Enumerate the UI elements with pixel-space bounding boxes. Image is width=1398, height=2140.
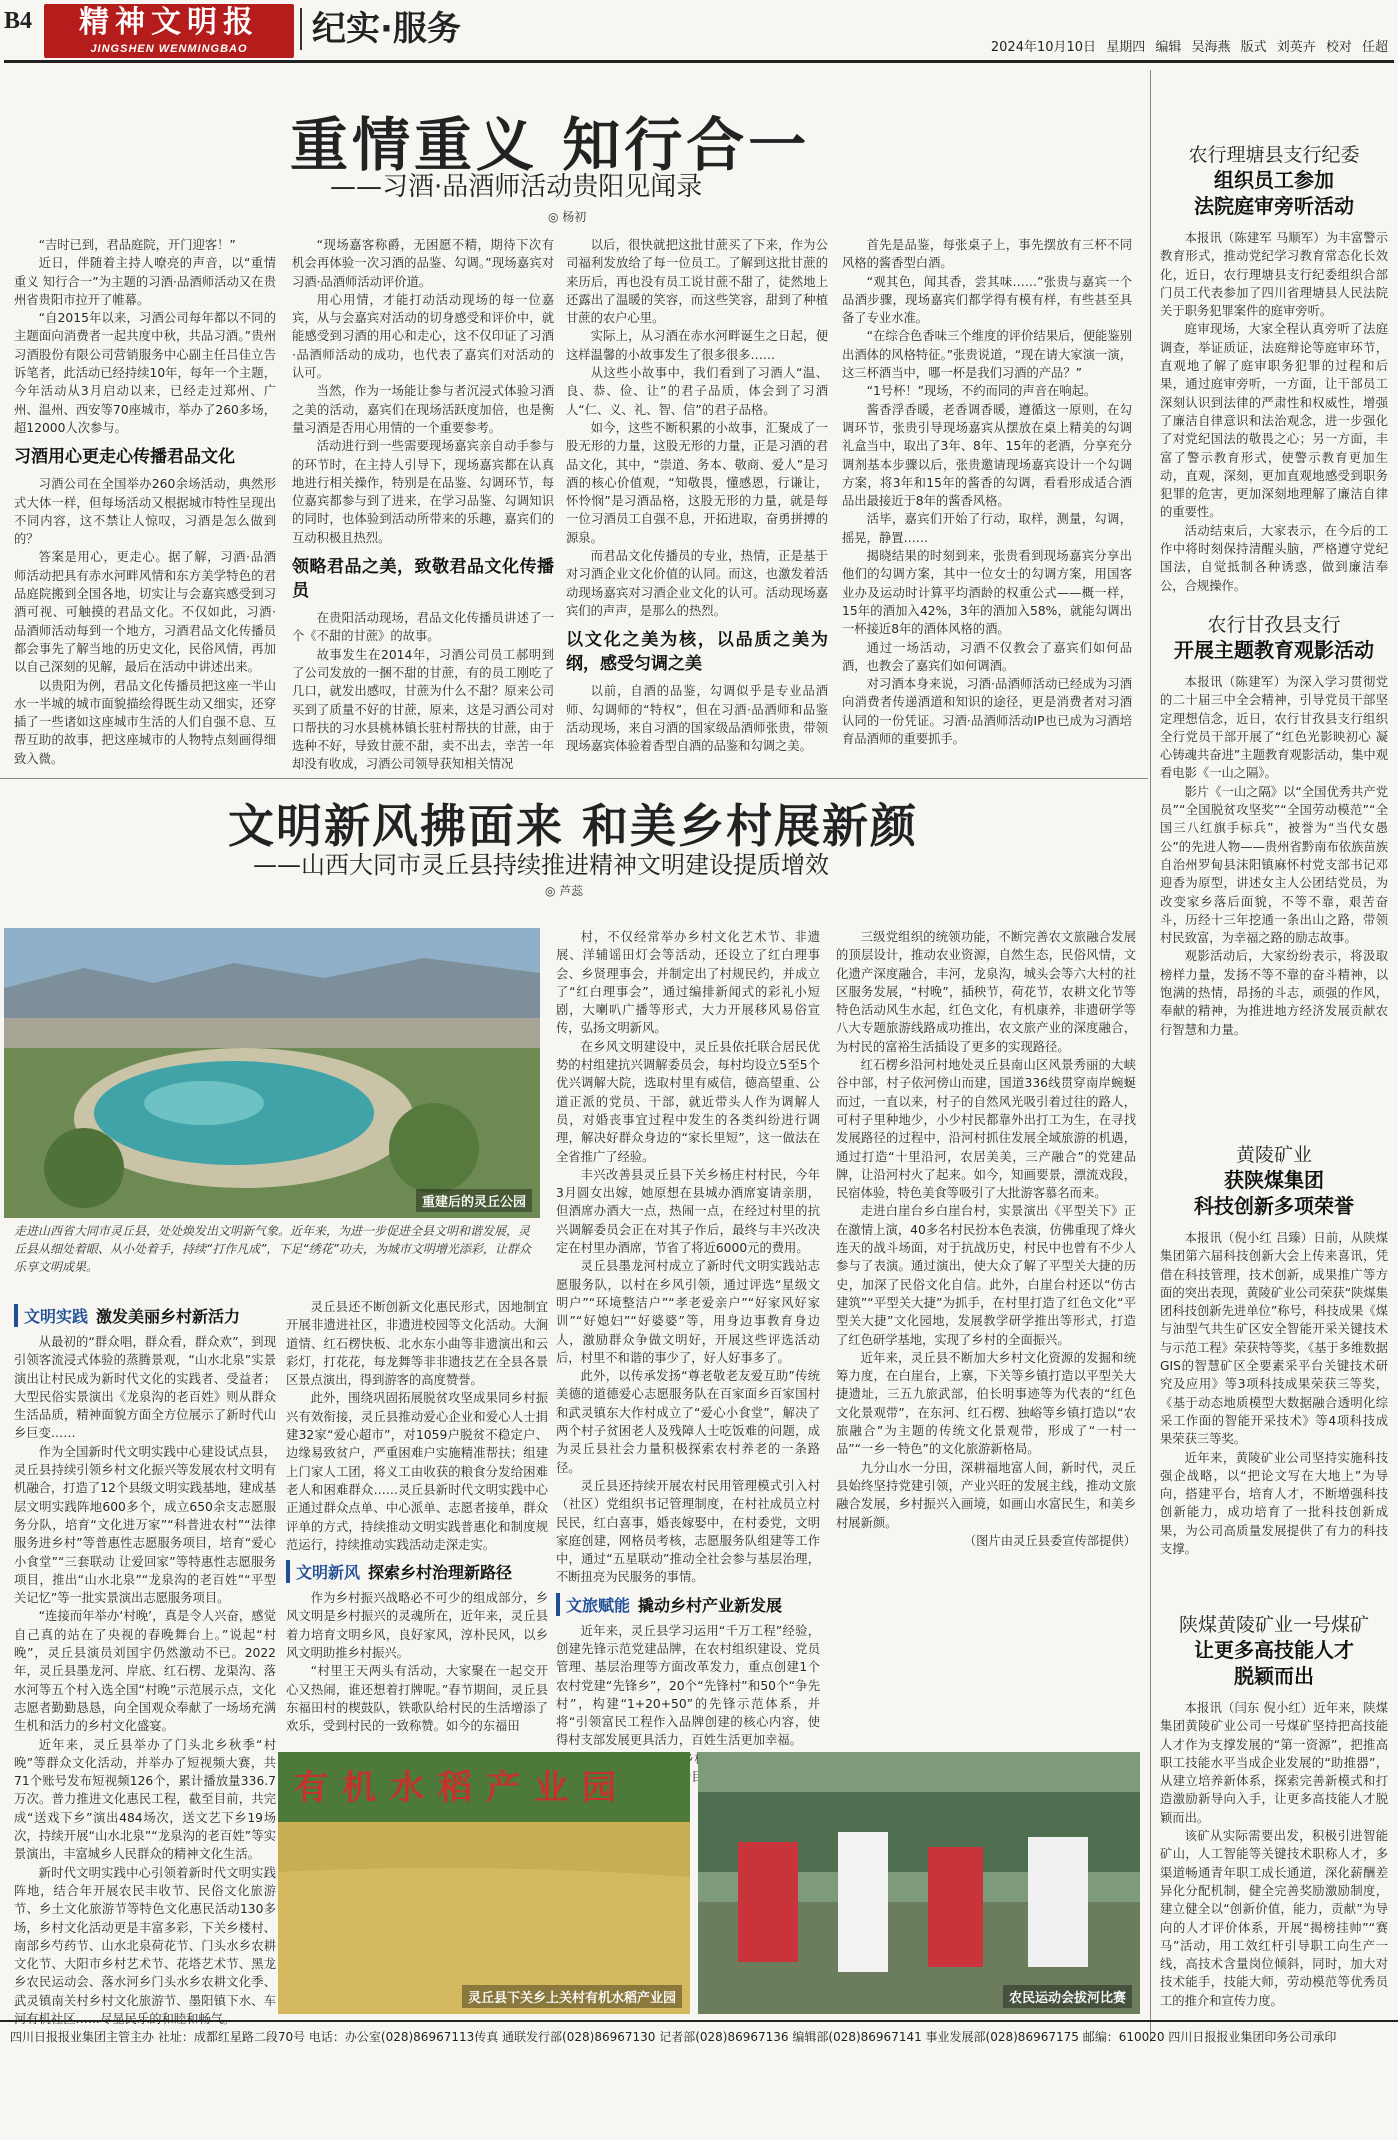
rice-field-photo [278, 1752, 690, 2014]
story2-byline: ◎ 芦蕊 [545, 884, 584, 898]
paragraph: 近日，伴随着主持人嘹亮的声音，以“重情重义 知行合一”为主题的习酒·品酒师活动又在贵州省贵阳市拉开了帷幕。 [14, 256, 276, 307]
paragraph: 习酒公司在全国举办260余场活动，典然形式大体一样，但每场活动又根据城市特性呈现出不同内容，这不禁让人惊叹，习酒是怎么做到的？ [14, 477, 276, 547]
paragraph: “1号杯！”现场，不约而同的声音在响起。 [866, 384, 1097, 399]
paragraph: 当然，作为一场能让参与者沉浸式体验习酒之美的活动，嘉宾们在现场活跃度加倍，也是衡量习酒是否用心用情的一个重要参考。 [292, 384, 554, 435]
story2-column-4 [836, 928, 1136, 1718]
paragraph: 在乡风文明建设中，灵丘县依托联合居民优势的村组建抗兴调解委员会，每村均设立5至5个优兴调解大院，选取村里有威信，德高望重、公道正派的党员、干部，就近带头人作为调解人员，对婚丧事宜过程中发生的各类纠纷进行调理，解决好群众身边的“家长里短”，这一做法在全省推广了经验。 [556, 1039, 820, 1164]
paragraph: 近年来，灵丘县不断加大乡村文化资源的发掘和统筹力度，在白崖台，上寨，下关等乡镇打造以平型关大捷遗址，三五九旅武部，伯长明事迹等为代表的“红色文化景观带”，在东河、红石楞、独峪等乡镇打造以“农旅融合”为主题的传统文化景观带，形成了“一村一品”“一乡一特色”的文化旅游新格局。 [836, 1350, 1136, 1457]
story1-column-2 [292, 236, 554, 772]
paragraph: 用心用情，才能打动活动现场的每一位嘉宾，从与会嘉宾对活动的切身感受和评价中，就能感受到习酒的用心和走心，这不仅印证了习酒·品酒师活动的成功，也代表了嘉宾们对活动的认可。 [292, 292, 554, 381]
paragraph: 村，不仅经常举办乡村文化艺术节、非遗展、洋辅谣田灯会等活动，还设立了红白理事会、乡贤理事会，并制定出了村规民约，并成立了“红白理事会”，通过编排新闻式的彩礼小短剧，大喇叭广播等形式，大力开展移风易俗宣传，弘扬文明新风。 [556, 930, 820, 1036]
story2-heading-c [556, 1593, 820, 1616]
paragraph: 庭审现场，大家全程认真旁听了法庭调查，举证质证，法庭辩论等庭审环节，直观地了解了庭审职务犯罪的过程和后果，通过庭审旁听，一方面，让干部员工深刻认识到法律的严肃性和权威性，增强了廉洁自律意识和法治观念，进一步强化了对党纪国法的敬畏之心；另一方面，丰富了警示教育形式，使警示教育更加生动，直观，深刻，更加直观地感受到职务犯罪的危害，更加深刻地理解了廉洁自律的重要性。 [1160, 322, 1388, 520]
paragraph: 该矿从实际需要出发，积极引进智能矿山，人工智能等关键技术职称人才，多渠道畅通青年职工成长通道，深化薪酬差异化分配机制，健全完善奖励激励制度，建立健全以“创新价值，能力，贡献”为导向的人才评价体系，开展“揭榜挂帅”“赛马”活动，用工效红杆引导职工向生产一线，高技术含量岗位倾斜，同时，加大对技术能手，技能大师，劳动模范等优秀员工的推介和宣传力度。 [1160, 1829, 1388, 2008]
sidebar-headline: 法院庭审旁听活动 [1194, 194, 1354, 218]
paragraph: 通过一场活动，习酒不仅教会了嘉宾们如何品酒，也教会了嘉宾们如何调酒。 [842, 640, 1132, 673]
paragraph: 灵丘县墨龙河村成立了新时代文明实践站志愿服务队，以村在乡风引领，通过评选“星级文明户”“环境整洁户”“孝老爱亲户”“好家风好家训”“好媳妇”“好婆婆”等，用身边事教育身边人，激励群众争做文明好，开展这些评选活动后，村里不和谐的事少了，好人好事多了。 [556, 1259, 820, 1365]
story-separator [0, 778, 1148, 779]
tug-of-war-photo [698, 1752, 1140, 2014]
paragraph: 作为乡村振兴战略必不可少的组成部分，乡风文明是乡村振兴的灵魂所在，近年来，灵丘县着力培育文明乡风，良好家风，淳朴民风，以乡风文明助推乡村振兴。 [286, 1591, 548, 1661]
paragraph: 作为全国新时代文明实践中心建设试点县，灵丘县持续引领乡村文化振兴等发展农村文明有机融合，打造了12个县级文明实践基地，建成基层文明实践阵地600多个，成立650余支志愿服务分队，培育“文化进万家”“科普进农村”“法律服务进乡村”等普惠性志愿服务项目，培育“爱心小食堂”“三套联动 让爱回家”等特惠性志愿服务项目，推出“山水北泉”“龙泉沟的老百姓”“平型关记忆”等一批实景演出志愿服务项目。 [14, 1444, 276, 1606]
logo-chinese: 精神文明报 [79, 5, 259, 40]
paragraph: 本报讯（陈建军）为深入学习贯彻党的二十届三中全会精神，引导党员干部坚定理想信念，近日，农行甘孜县支行组织全行党员干部开展了“红色光影映初心 凝心铸魂共奋进”主题教育观影活动，集中观看电影《一山之隔》。 [1160, 675, 1388, 781]
sidebar-headline: 组织员工参加 [1214, 168, 1334, 192]
story1-subheadline: ——习酒·品酒师活动贵阳见闻录 [330, 172, 703, 202]
paragraph: 丰兴改善县灵丘县下关乡杨庄村村民，今年3月圆女出嫁，她原想在县城办酒席宴请亲朋，但酒席办酒大一点，热闹一点，在经过村里的抗兴调解委员会正在对其子作后，最终与丰兴改决定在村里办酒席，节省了将近6000元的费用。 [556, 1167, 820, 1256]
paragraph: 答案是用心，更走心。据了解，习酒·品酒师活动把具有赤水河畔风情和东方美学特色的君品庭院搬到全国各地，切实让与会嘉宾感受到习酒可视、可触摸的君品文化。不仅如此，习酒·品酒师活动每到一个地方，习酒君品文化传播员都会事先了解当地的历史文化，民俗风情，再加以自己深刻的见解，最后在活动中讲述出来。 [14, 550, 276, 675]
paragraph: 实际上，从习酒在赤水河畔诞生之日起，便这样温馨的小故事发生了很多很多…… [566, 329, 828, 362]
paragraph: 故事发生在2014年，习酒公司员工郝明到了公司发放的一捆不甜的甘蔗，有的员工刚吃了几口，就发出感叹，甘蔗为什么不甜？原来公司买到了质量不好的甘蔗，原来，这是习酒公司对口帮扶的习水县桃林镇长驻村帮扶的甘蔗，由于选种不好，导致甘蔗不甜，卖不出去，幸苦一年却没有收成，习酒公司领导获知相关情况 [292, 647, 554, 772]
paragraph: 九分山水一分田，深耕福地富人间，新时代，灵丘县始终坚持党建引领，产业兴旺的发展主线，推动文旅融合发展，乡村振兴入画境，如画山水富民生，和美乡村展新颜。 [836, 1460, 1136, 1530]
paragraph: 近年来，灵丘县举办了门头北乡秋季“村晚”等群众文化活动，并举办了短视频大赛，共71个账号发布短视频126个，累计播放量336.7万次。普力推进文化惠民工程，截至目前，共完成“送戏下乡”演出484场次，送文艺下乡19场次，持续开展“山水北泉”“龙泉沟的老百姓”等实景演出，丰富城乡人民群众的精神文化生活。 [14, 1737, 276, 1862]
photo-credit: （图片由灵丘县委宣传部提供） [963, 1533, 1136, 1548]
sidebar-kicker: 农行甘孜县支行 [1207, 614, 1341, 636]
paragraph: 本报讯（陈建军 马顺军）为丰富警示教育形式，推动党纪学习教育常态化长效化，近日，农行理塘县支行纪委组织合部门员工代表参加了四川省理塘县人民法院关于职务犯罪案件的庭审旁听。 [1160, 231, 1388, 319]
sidebar-article [1160, 610, 1388, 1140]
paragraph: 近年来，灵丘县学习运用“千万工程”经验，创建先锋示范党建品牌，在农村组织建设、党员管理、基层治理等方面改革发力，重点创建1个农村党建“先锋乡”，20个“先锋村”和50个“争先村”，构建“1+20+50”的先锋示范体系，并将“引领富民工程作入品牌创建的核心内容，使得村支部发展更具活力，百姓生活更加幸福。 [556, 1623, 820, 1748]
paragraph: 此外，以传承发扬“尊老敬老友爱互助”传统美德的道德爱心志愿服务队在百家面乡百家国村和武灵镇东大作村成立了“爱心小食堂”，解决了两个村子贫困老人及残障人士吃饭难的问题，成为灵丘县社会力量积极探索农村养老的一条路径。 [556, 1369, 820, 1475]
heading-c-tag: 文旅赋能 [566, 1595, 631, 1615]
story1-heading-a: 习酒用心更走心传播君品文化 [14, 447, 235, 468]
story2-column-1 [14, 1298, 276, 2026]
photo3-caption: 农民运动会拔河比赛 [1003, 1985, 1132, 2008]
newspaper-logo [44, 4, 294, 58]
photo1-label: 重建后的灵丘公园 [416, 1189, 532, 1212]
sidebar-divider [1150, 70, 1151, 2042]
page-number: B4 [4, 8, 33, 34]
sidebar-headline: 获陕煤集团 [1224, 1168, 1324, 1192]
story2-column-3 [556, 928, 820, 1748]
tug-of-war-image [698, 1752, 1140, 2014]
paragraph: 首先是品鉴，每张桌子上，事先摆放有三杯不同风格的酱香型白酒。 [842, 238, 1132, 271]
story2-heading-b [286, 1560, 548, 1583]
heading-b-text: 探索乡村治理新路径 [368, 1563, 513, 1583]
sidebar-article [1160, 1610, 1388, 2140]
sidebar-news [1160, 140, 1388, 2010]
story1-byline: ◎ 杨初 [548, 210, 587, 224]
story1-heading-b: 领略君品之美，致敬君品文化传播员 [292, 557, 554, 602]
paragraph: 活毕，嘉宾们开始了行动，取样，测量，勾调，摇晃，静置…… [842, 512, 1132, 545]
paragraph: 红石楞乡沿河村地处灵丘县南山区风景秀丽的大峡谷中部，村子依河傍山而建，国道336线贯穿南岸蜿蜒而过，一直以来，村子的自然风光吸引着过往的路人，可村子里种地少，小少村民都靠外出打工为生，在寻找发展路径的过程中，沿河村抓住发展全域旅游的机遇，通过打造“十里沿河，农居美美，三产融合”的党建品牌，让沿河村火了起来。如今，知画要景，漂流戏段，民宿体验，特色美食等吸引了大批游客慕名而来。 [836, 1058, 1136, 1201]
paragraph: 活动进行到一些需要现场嘉宾亲自动手参与的环节时，在主持人引导下，现场嘉宾都在认真地进行相关操作，特别是在品鉴、勾调环节，每位嘉宾都参与到了进来，在学习品鉴、勾调知识的同时，也体验到活动所带来的乐趣，嘉宾们的互动积极且热烈。 [292, 439, 554, 545]
story1-headline: 重情重义 知行合一 [290, 111, 811, 179]
organic-rice-sign: 有机水稻产业园 [294, 1768, 630, 1808]
paragraph: “自2015年以来，习酒公司每年都以不同的主题面向消费者一起共度中秋，共品习酒。”贵州习酒股份有限公司营销服务中心副主任吕佳立告诉笔者，此活动已经持续10年，每年一个主题，今年活动从3月启动以来，已经走过郑州、广州、温州、西安等70座城市，举办了260多场，超12000人次参与。 [14, 311, 276, 435]
paragraph: 灵丘县还不断创新文化惠民形式，因地制宜开展非遗进社区，非遗进校园等文化活动。大涧道情、红石楞快板、北水东小曲等非遗演出和云彩灯，打花花，每龙舞等非非遗技艺在全县各景区景点演出，得到游客的高度赞誉。 [286, 1300, 548, 1388]
story1-heading-c: 以文化之美为核，以品质之美为纲，感受匀调之美 [566, 630, 828, 675]
paragraph: 如今，这些不断积累的小故事，汇聚成了一股无形的力量，这股无形的力量，正是习酒的君品文化，其中，“崇道、务本、敬商、爱人”是习酒的核心价值观，“知敬畏，懂感恩，行谦让，怀怜悯”是习酒品格，这股无形的力量，就是每一位习酒员工自强不息，开拓进取，奋勇拼搏的源泉。 [566, 420, 828, 545]
sidebar-headline: 科技创新多项荣誉 [1194, 1194, 1354, 1218]
paragraph: 近年来，黄陵矿业公司坚持实施科技强企战略，以“把论文写在大地上”为导向，搭建平台，培育人才，不断增强科技创新能力，成功培育了一批科技创新成果，为公司高质量发展提供了有力的科技支撑。 [1160, 1450, 1388, 1557]
sidebar-article [1160, 1140, 1388, 1580]
paragraph: 揭晓结果的时刻到来，张贵看到现场嘉宾分享出他们的勾调方案，其中一位女士的勾调方案，用国客业办及运动时计算平均酒龄的权重公式——概一样，15年的酒加入42%，3年的酒加入58%，就能勾调出一杯接近8年的酒体风格的酒。 [842, 549, 1132, 637]
paragraph: 以后，很快就把这批甘蔗买了下来，作为公司福利发放给了每一位员工。了解到这批甘蔗的来历后，再也没有员工说甘蔗不甜了，徒然地上还露出了温暖的笑容，而这些笑容，甜到了种植甘蔗的农户心里。 [566, 238, 828, 326]
sidebar-headline: 让更多高技能人才 [1194, 1638, 1354, 1662]
paragraph: “观其色，闻其香，尝其味……”张贵与嘉宾一个品酒步骤，现场嘉宾们都学得有模有样，有些甚至具备了专业水准。 [842, 274, 1132, 326]
story1-column-4 [842, 236, 1132, 772]
issue-meta: 2024年10月10日 星期四 编辑 吴海燕 版式 刘英卉 校对 任超 [990, 40, 1388, 55]
story2-heading-a [14, 1304, 276, 1327]
paragraph: 对习酒本身来说，习酒·品酒师活动已经成为习酒向消费者传递酒道和知识的途径，更是消费者对习酒认同的一份凭证。习酒·品酒师活动IP也已成为习酒培育品酒师的重要抓手。 [842, 677, 1132, 747]
paragraph: 新时代文明实践中心引领着新时代文明实践阵地，结合年开展农民丰收节、民俗文化旅游节、乡土文化旅游节等特色文化惠民活动130多场，乡村文化活动更是丰富多彩，下关乡楼村、南部乡芍药节、山水北泉荷花节、门头水乡农耕文化节、大阳市乡村艺术节、花塔艺术节、黑龙乡农民运动会、落水河乡门头水乡农耕文化季、武灵镇南关村乡村文化旅游节、墨阳镇下水、车河有机社区……尽显民乐的和睦和畅气。 [14, 1865, 276, 2026]
paragraph: 观影活动后，大家纷纷表示，将汲取榜样力量，发扬不等不靠的奋斗精神，以饱满的热情，昂扬的斗志，顽强的作风，奉献的精神，为推进地方经济发展贡献农行智慧和力量。 [1160, 949, 1388, 1037]
photo1-caption: 走进山西省大同市灵丘县，处处焕发出文明新气象。近年来，为进一步促进全县文明和谐发展，灵丘县从细处着眼、从小处着手，持续“打作凡成”，下足“绣花”功夫，为城市文明增光添彩，让群众乐享文明成果。 [14, 1224, 531, 1274]
paragraph: 以前，自酒的品鉴，勾调似乎是专业品酒师、勾调师的“特权”，但在习酒·品酒师和品鉴活动现场，来自习酒的国家级品酒师张贵，带领现场嘉宾体验着香型自酒的品鉴和勾调之美。 [566, 684, 828, 754]
story2-subheadline: ——山西大同市灵丘县持续推进精神文明建设提质增效 [253, 851, 829, 879]
story1-column-3 [566, 236, 828, 772]
paragraph: 影片《一山之隔》以“全国优秀共产党员”“全国脱贫攻坚奖”“全国劳动模范”“全国三八红旗手标兵”，被誉为“当代女愚公”的先进人物——贵州省黔南布依族苗族自治州罗甸县沫阳镇麻怀村党支部书记邓迎香为原型，讲述女主人公团结党员，为改变家乡落后面貌，不等不靠，艰苦奋斗，历经十三年挖通一条出山之路，带领村民致富，为幸福之路的励志故事。 [1160, 784, 1388, 946]
paragraph: “现场嘉客称爵，无困愿不精，期待下次有机会再体验一次习酒的品鉴、勾调。”现场嘉宾对习酒·品酒师活动评价道。 [292, 238, 554, 289]
paragraph: “村里王天两头有活动，大家聚在一起交开心又热闹，谁还想着打牌呢。”春节期间，灵丘县东福田村的楔鼓队，铁歌队给村民的生活增添了欢乐，受到村民的一致称赞。如今的东福田 [286, 1664, 548, 1734]
heading-a-text: 激发美丽乡村新活力 [96, 1307, 241, 1326]
photo2-caption: 灵丘县下关乡上关村有机水稻产业园 [462, 1985, 682, 2008]
sidebar-kicker: 黄陵矿业 [1235, 1144, 1312, 1166]
sidebar-kicker: 陕煤黄陵矿业一号煤矿 [1178, 1614, 1369, 1636]
paragraph: “吉时已到，君品庭院，开门迎客！” [38, 238, 236, 252]
page-footer: 四川日报报业集团主管主办 社址：成都红星路二段70号 电话：办公室(028)86967113传真 通联发行部(028)86967130 记者部(028)86967136 编辑部(028)86967141 事业发展部(028)86967175 邮编：610020 四川日报报业集团印务公司承印 [0, 2020, 1398, 2048]
sidebar-article [1160, 140, 1388, 610]
masthead-rule [4, 60, 1394, 63]
story1-column-1 [14, 236, 276, 772]
paragraph: 从这些小故事中，我们看到了习酒人“温、良、恭、俭、让”的君子品质，体会到了习酒人“仁、义、礼、智、信”的君子品格。 [566, 366, 828, 417]
paragraph: 而君品文化传播员的专业，热情，正是基于对习酒企业文化价值的认同。而这，也激发着活动现场嘉宾对习酒企业文化的认可。活动现场嘉宾们的声声，是那么的热烈。 [566, 549, 828, 618]
lingqiu-park-photo [4, 928, 540, 1218]
sidebar-kicker: 农行理塘县支行纪委 [1188, 144, 1360, 166]
paragraph: 在贵阳活动现场，君品文化传播员讲述了一个《不甜的甘蔗》的故事。 [292, 611, 554, 644]
park-aerial-image [4, 928, 540, 1218]
masthead [0, 0, 1398, 70]
paragraph: 三级党组织的统领功能，不断完善农文旅融合发展的顶层设计，推动农业资源，自然生态，民俗风情，文化遗产深度融合，丰河，龙泉沟，城头会等六大村的社区服务发展，“村晚”，插秧节，荷花节，农耕文化节等特色活动风生水起，红色文化，有机康养，非遗研学等八大专题旅游线路成功推出，农文旅产业的深度融合，为村民的富裕生活插设了更多的实现路径。 [836, 930, 1136, 1054]
paragraph: “连接而年举办‘村晚’，真是令人兴奋，感觉自己真的站在了央视的春晚舞台上。”说起“村晚”，灵丘县演员刘国宇仍然激动不已。2022年，灵丘县墨龙河、岸底、红石楞、龙渠沟、落水河等五个村入选全国“村晚”示范展示点，文化志愿者勤勤恳恳，向全国观众奉献了一场场充满生机和活力的乡村文化盛宴。 [14, 1609, 276, 1734]
paragraph: 走进白崖台乡白崖台村，实景演出《平型关下》正在激情上演，40多名村民扮本色表演，仿佛重现了烽火连天的战斗场面，对于抗战历史，村民中也曾有不少人参与了表演。通过演出，使大众了解了平型关大捷的历史，加深了民俗文化自信。此外，白崖台村还以“仿古建筑”“平型关大捷”为抓手，在村里打造了红色文化“平型关大捷”文化园地，发展教学研学推出等形式，打造了红色研学基地，实现了乡村的全面振兴。 [836, 1204, 1136, 1347]
paragraph: “在综合色香味三个维度的评价结果后，便能鉴别出酒体的风格特征。”张贵说道，“现在请大家演一演，这三杯酒当中，哪一杯是我们习酒的产品？” [842, 329, 1132, 381]
heading-b-tag: 文明新风 [296, 1563, 361, 1583]
paragraph: 从最初的“群众唱，群众看，群众欢”，到现引领客流浸式体验的蒸腾景观，“山水北泉”实景演出让村民成为新时代文化的实践者、受益者；大型民俗实景演出《龙泉沟的老百姓》则从群众生活品质，精神面貌方面全方位展示了新时代山乡巨变…… [14, 1335, 276, 1441]
paragraph: 本报讯（倪小红 吕臻）日前，从陕煤集团第六届科技创新大会上传来喜讯，凭借在科技管理，技术创新，成果推广等方面的突出表现，黄陵矿业公司荣获“陕煤集团科技创新先进单位”称号，科技成果《煤与油型气共生矿区安全智能开采关键技术与示范工程》荣获特等奖，《基于多维数据GIS的智慧矿区全要素采平台关键技术研究及应用》等3项科技成果荣获三等奖，《基于动态地质模型大数据融合透明化综采工作面的智能开采技术》等4项科技成果荣获三等奖。 [1160, 1231, 1388, 1447]
logo-english: JINGSHEN WENMINGBAO [90, 43, 248, 55]
sidebar-headline: 脱颖而出 [1234, 1664, 1314, 1688]
paragraph: 灵丘县还持续开展农村民用管理模式引入村（社区）党组织书记管理制度，在村社成员立村民民，红白喜事，婚丧嫁娶中，在村委党，文明家庭创建，网格员考核，志愿服务队组建等工作中，通过“五星联动”推动全社会参与基层治理，不断扭亮为民服务的事情。 [556, 1478, 820, 1585]
paragraph: 以贵阳为例，君品文化传播员把这座一半山水一半城的城市面貌描绘得既生动又细实，还穿插了一些诸如这座城市生活的人们自强不息、互帮互助的故事，把这座城市的人物特点刻画得细致入微。 [14, 678, 276, 766]
paragraph: 本报讯（闫东 倪小红）近年来，陕煤集团黄陵矿业公司一号煤矿坚持把高技能人才作为支撑发展的“第一资源”，把推高职工技能水平当成企业发展的“助推器”，从建立培养新体系，探索完善新模式和打造激励新导向入手，让更多高技能人才脱颖而出。 [1160, 1701, 1388, 1825]
story2-headline: 文明新风拂面来 和美乡村展新颜 [228, 799, 919, 853]
heading-c-text: 撬动乡村产业新发展 [638, 1595, 783, 1615]
paragraph: 此外，围绕巩固拓展脱贫攻坚成果同乡村振兴有效衔接，灵丘县推动爱心企业和爱心人士捐建32家“爱心超市”，对1059户脱贫不稳定户、边缘易致贫户，严重困难户实施精准帮扶；组建上门家人工团，将义工由收获的粮食分发给困难老人和困难群众……灵丘县新时代文明实践中心正通过群众点单、中心派单、志愿者接单，群众评单的方式，持续推动文明实践普惠化和制度规范运行，持续推动实践活动走深走实。 [286, 1391, 548, 1552]
heading-a-tag: 文明实践 [24, 1307, 89, 1326]
story2-column-2 [286, 1298, 548, 1734]
section-title: 纪实·服务 [300, 8, 461, 50]
paragraph: 酱香浮香暖，老香调香暖，遵循这一原则，在勾调环节，张贵引导现场嘉宾从摆放在桌上精美的勾调礼盒当中，取出了3年、8年、15年的老酒，分享充分调剂基本步骤以后，张贵邀请现场嘉宾设计一个勾调方案，将3年和15年的酱香的勾调，看看形成适合酒品出最接近于8年的酱香风格。 [842, 402, 1132, 509]
sidebar-headline: 开展主题教育观影活动 [1174, 638, 1374, 662]
paragraph: 活动结束后，大家表示，在今后的工作中将时刻保持清醒头脑，严格遵守党纪国法，自觉抵制各种诱惑，做到廉洁奉公，合规操作。 [1160, 523, 1388, 593]
